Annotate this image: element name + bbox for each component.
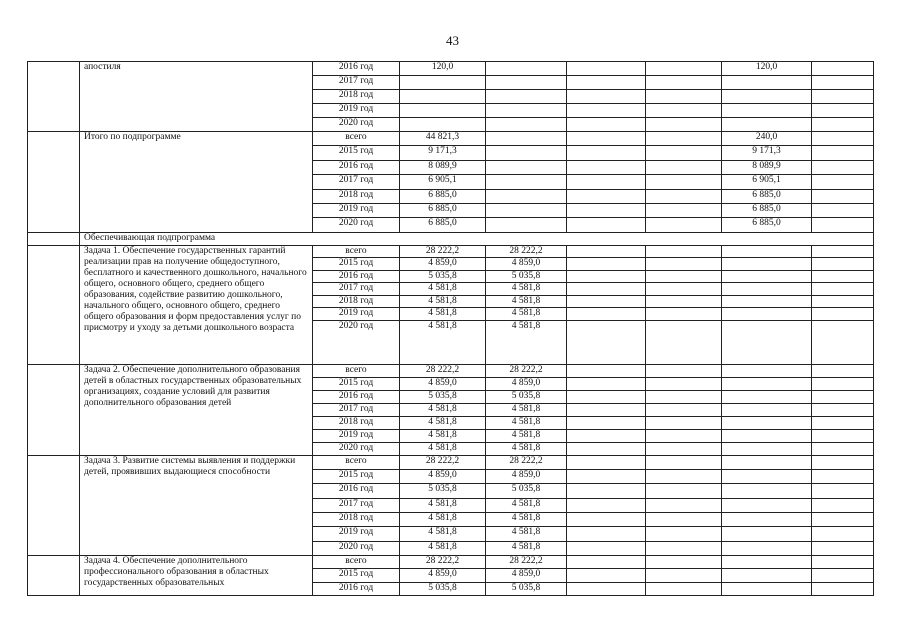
amount-cell-c1: 4 859,0 bbox=[400, 470, 486, 484]
period-cell: 2016 год bbox=[313, 390, 400, 403]
amount-cell-c1: 28 222,2 bbox=[400, 364, 486, 377]
amount-cell-c4 bbox=[646, 160, 722, 174]
row-number-cell bbox=[28, 555, 80, 596]
amount-cell-c5: 120,0 bbox=[722, 62, 812, 76]
amount-cell-c4 bbox=[646, 416, 722, 429]
amount-cell-c3 bbox=[567, 498, 646, 512]
amount-cell-c1: 44 821,3 bbox=[400, 132, 486, 146]
period-cell: 2015 год bbox=[313, 569, 400, 583]
section-title: Обеспечивающая подпрограмма bbox=[80, 232, 874, 245]
amount-cell-c1: 4 859,0 bbox=[400, 569, 486, 583]
amount-cell-c1: 6 885,0 bbox=[400, 218, 486, 232]
amount-cell-c3 bbox=[567, 132, 646, 146]
amount-cell-c6 bbox=[812, 377, 874, 390]
amount-cell-c1: 4 581,8 bbox=[400, 416, 486, 429]
amount-cell-c4 bbox=[646, 442, 722, 455]
amount-cell-c5 bbox=[722, 295, 812, 308]
amount-cell-c5 bbox=[722, 308, 812, 321]
measure-description: Задача 4. Обеспечение дополнительного профессионального образования в областных государственных образовательных bbox=[80, 555, 313, 596]
amount-cell-c6 bbox=[812, 160, 874, 174]
amount-cell-c5 bbox=[722, 527, 812, 541]
amount-cell-c6 bbox=[812, 429, 874, 442]
amount-cell-c2 bbox=[486, 62, 567, 76]
amount-cell-c1: 5 035,8 bbox=[400, 270, 486, 283]
amount-cell-c3 bbox=[567, 295, 646, 308]
amount-cell-c2: 28 222,2 bbox=[486, 245, 567, 258]
amount-cell-c4 bbox=[646, 364, 722, 377]
amount-cell-c2: 4 859,0 bbox=[486, 377, 567, 390]
amount-cell-c1: 4 581,8 bbox=[400, 498, 486, 512]
amount-cell-c1 bbox=[400, 76, 486, 90]
amount-cell-c3 bbox=[567, 582, 646, 596]
amount-cell-c2: 4 581,8 bbox=[486, 283, 567, 296]
section-row bbox=[28, 232, 874, 245]
amount-cell-c5 bbox=[722, 320, 812, 364]
budget-table bbox=[27, 61, 874, 596]
period-cell: 2018 год bbox=[313, 512, 400, 526]
amount-cell-c1: 120,0 bbox=[400, 62, 486, 76]
amount-cell-c5 bbox=[722, 484, 812, 498]
amount-cell-c1: 5 035,8 bbox=[400, 582, 486, 596]
amount-cell-c2: 28 222,2 bbox=[486, 555, 567, 569]
amount-cell-c2: 4 581,8 bbox=[486, 403, 567, 416]
amount-cell-c2: 4 859,0 bbox=[486, 258, 567, 271]
amount-cell-c5 bbox=[722, 498, 812, 512]
amount-cell-c3 bbox=[567, 270, 646, 283]
amount-cell-c2 bbox=[486, 189, 567, 203]
amount-cell-c2: 4 581,8 bbox=[486, 498, 567, 512]
amount-cell-c4 bbox=[646, 512, 722, 526]
amount-cell-c6 bbox=[812, 90, 874, 104]
period-cell: 2016 год bbox=[313, 270, 400, 283]
amount-cell-c1: 4 581,8 bbox=[400, 283, 486, 296]
amount-cell-c1: 4 581,8 bbox=[400, 541, 486, 555]
amount-cell-c2: 28 222,2 bbox=[486, 455, 567, 469]
period-cell: 2019 год bbox=[313, 527, 400, 541]
amount-cell-c3 bbox=[567, 146, 646, 160]
amount-cell-c6 bbox=[812, 541, 874, 555]
amount-cell-c3 bbox=[567, 90, 646, 104]
amount-cell-c3 bbox=[567, 118, 646, 132]
measure-description: Задача 3. Развитие системы выявления и поддержки детей, проявивших выдающиеся способности bbox=[80, 455, 313, 555]
amount-cell-c3 bbox=[567, 455, 646, 469]
period-cell: 2015 год bbox=[313, 146, 400, 160]
amount-cell-c6 bbox=[812, 118, 874, 132]
amount-cell-c5 bbox=[722, 245, 812, 258]
amount-cell-c5 bbox=[722, 455, 812, 469]
amount-cell-c6 bbox=[812, 132, 874, 146]
amount-cell-c4 bbox=[646, 582, 722, 596]
amount-cell-c3 bbox=[567, 364, 646, 377]
amount-cell-c2: 4 859,0 bbox=[486, 569, 567, 583]
amount-cell-c6 bbox=[812, 470, 874, 484]
period-cell: 2016 год bbox=[313, 582, 400, 596]
amount-cell-c1: 28 222,2 bbox=[400, 245, 486, 258]
table-row bbox=[28, 364, 874, 377]
amount-cell-c5: 6 885,0 bbox=[722, 203, 812, 217]
period-cell: 2018 год bbox=[313, 90, 400, 104]
period-cell: 2016 год bbox=[313, 62, 400, 76]
row-number-cell bbox=[28, 62, 80, 132]
amount-cell-c5 bbox=[722, 76, 812, 90]
amount-cell-c3 bbox=[567, 76, 646, 90]
row-number-cell bbox=[28, 455, 80, 555]
amount-cell-c4 bbox=[646, 541, 722, 555]
amount-cell-c1: 6 885,0 bbox=[400, 203, 486, 217]
amount-cell-c3 bbox=[567, 527, 646, 541]
amount-cell-c5: 240,0 bbox=[722, 132, 812, 146]
amount-cell-c4 bbox=[646, 527, 722, 541]
amount-cell-c3 bbox=[567, 175, 646, 189]
amount-cell-c5 bbox=[722, 118, 812, 132]
amount-cell-c2: 4 581,8 bbox=[486, 416, 567, 429]
amount-cell-c6 bbox=[812, 218, 874, 232]
amount-cell-c5: 6 905,1 bbox=[722, 175, 812, 189]
period-cell: 2019 год bbox=[313, 203, 400, 217]
amount-cell-c6 bbox=[812, 555, 874, 569]
measure-description: апостиля bbox=[80, 62, 313, 132]
amount-cell-c3 bbox=[567, 308, 646, 321]
period-cell: 2020 год bbox=[313, 541, 400, 555]
amount-cell-c2: 5 035,8 bbox=[486, 390, 567, 403]
amount-cell-c5 bbox=[722, 470, 812, 484]
amount-cell-c5 bbox=[722, 283, 812, 296]
amount-cell-c6 bbox=[812, 455, 874, 469]
amount-cell-c3 bbox=[567, 403, 646, 416]
period-cell: 2018 год bbox=[313, 416, 400, 429]
amount-cell-c4 bbox=[646, 455, 722, 469]
amount-cell-c2 bbox=[486, 146, 567, 160]
amount-cell-c1: 4 581,8 bbox=[400, 320, 486, 364]
amount-cell-c1: 6 905,1 bbox=[400, 175, 486, 189]
amount-cell-c2: 4 581,8 bbox=[486, 541, 567, 555]
amount-cell-c2: 5 035,8 bbox=[486, 484, 567, 498]
amount-cell-c3 bbox=[567, 203, 646, 217]
amount-cell-c4 bbox=[646, 132, 722, 146]
amount-cell-c3 bbox=[567, 470, 646, 484]
amount-cell-c3 bbox=[567, 160, 646, 174]
amount-cell-c2 bbox=[486, 118, 567, 132]
amount-cell-c3 bbox=[567, 218, 646, 232]
amount-cell-c4 bbox=[646, 203, 722, 217]
period-cell: 2015 год bbox=[313, 470, 400, 484]
amount-cell-c4 bbox=[646, 118, 722, 132]
amount-cell-c4 bbox=[646, 218, 722, 232]
amount-cell-c2: 4 581,8 bbox=[486, 512, 567, 526]
period-cell: всего bbox=[313, 555, 400, 569]
amount-cell-c5 bbox=[722, 541, 812, 555]
amount-cell-c4 bbox=[646, 270, 722, 283]
amount-cell-c6 bbox=[812, 283, 874, 296]
amount-cell-c5: 9 171,3 bbox=[722, 146, 812, 160]
amount-cell-c1 bbox=[400, 90, 486, 104]
amount-cell-c3 bbox=[567, 62, 646, 76]
amount-cell-c1: 4 581,8 bbox=[400, 403, 486, 416]
amount-cell-c5 bbox=[722, 364, 812, 377]
table-row bbox=[28, 245, 874, 258]
amount-cell-c2: 5 035,8 bbox=[486, 270, 567, 283]
amount-cell-c3 bbox=[567, 569, 646, 583]
amount-cell-c3 bbox=[567, 320, 646, 364]
amount-cell-c1: 5 035,8 bbox=[400, 484, 486, 498]
period-cell: 2018 год bbox=[313, 295, 400, 308]
period-cell: 2017 год bbox=[313, 76, 400, 90]
amount-cell-c6 bbox=[812, 364, 874, 377]
amount-cell-c5 bbox=[722, 258, 812, 271]
amount-cell-c4 bbox=[646, 104, 722, 118]
amount-cell-c1: 4 581,8 bbox=[400, 295, 486, 308]
period-cell: всего bbox=[313, 455, 400, 469]
amount-cell-c6 bbox=[812, 403, 874, 416]
amount-cell-c1: 8 089,9 bbox=[400, 160, 486, 174]
amount-cell-c5 bbox=[722, 512, 812, 526]
period-cell: 2020 год bbox=[313, 118, 400, 132]
amount-cell-c4 bbox=[646, 470, 722, 484]
amount-cell-c2: 4 581,8 bbox=[486, 429, 567, 442]
amount-cell-c4 bbox=[646, 498, 722, 512]
period-cell: 2020 год bbox=[313, 218, 400, 232]
period-cell: всего bbox=[313, 245, 400, 258]
row-number-cell bbox=[28, 245, 80, 364]
period-cell: 2017 год bbox=[313, 175, 400, 189]
amount-cell-c4 bbox=[646, 283, 722, 296]
amount-cell-c5 bbox=[722, 270, 812, 283]
amount-cell-c4 bbox=[646, 295, 722, 308]
amount-cell-c1: 4 859,0 bbox=[400, 377, 486, 390]
amount-cell-c6 bbox=[812, 245, 874, 258]
period-cell: 2015 год bbox=[313, 377, 400, 390]
amount-cell-c6 bbox=[812, 442, 874, 455]
amount-cell-c3 bbox=[567, 555, 646, 569]
amount-cell-c3 bbox=[567, 442, 646, 455]
row-number-cell bbox=[28, 232, 80, 245]
amount-cell-c6 bbox=[812, 527, 874, 541]
amount-cell-c4 bbox=[646, 429, 722, 442]
measure-description: Итого по подпрограмме bbox=[80, 132, 313, 233]
amount-cell-c5 bbox=[722, 377, 812, 390]
period-cell: 2015 год bbox=[313, 258, 400, 271]
amount-cell-c6 bbox=[812, 189, 874, 203]
amount-cell-c3 bbox=[567, 245, 646, 258]
amount-cell-c6 bbox=[812, 62, 874, 76]
amount-cell-c4 bbox=[646, 90, 722, 104]
amount-cell-c4 bbox=[646, 377, 722, 390]
amount-cell-c3 bbox=[567, 189, 646, 203]
amount-cell-c6 bbox=[812, 270, 874, 283]
period-cell: 2017 год bbox=[313, 283, 400, 296]
amount-cell-c6 bbox=[812, 390, 874, 403]
amount-cell-c3 bbox=[567, 283, 646, 296]
amount-cell-c2 bbox=[486, 160, 567, 174]
amount-cell-c4 bbox=[646, 189, 722, 203]
period-cell: 2017 год bbox=[313, 403, 400, 416]
period-cell: всего bbox=[313, 364, 400, 377]
amount-cell-c2: 4 581,8 bbox=[486, 308, 567, 321]
amount-cell-c5 bbox=[722, 555, 812, 569]
amount-cell-c1: 4 581,8 bbox=[400, 527, 486, 541]
measure-description: Задача 1. Обеспечение государственных гарантий реализации прав на получение общедоступного, бесплатного и качественного дошкольного, начального общего, основного общего, среднего общего образования, содействие развитию дошкольного, начального общего, основного общего, среднего общего образования и форм предоставления услуг по присмотру и уходу за детьми дошкольного возраста bbox=[80, 245, 313, 364]
amount-cell-c6 bbox=[812, 175, 874, 189]
amount-cell-c4 bbox=[646, 403, 722, 416]
amount-cell-c1: 4 581,8 bbox=[400, 429, 486, 442]
period-cell: 2019 год bbox=[313, 429, 400, 442]
amount-cell-c6 bbox=[812, 76, 874, 90]
amount-cell-c2 bbox=[486, 76, 567, 90]
amount-cell-c5 bbox=[722, 582, 812, 596]
amount-cell-c3 bbox=[567, 484, 646, 498]
page-number: 43 bbox=[446, 33, 459, 48]
table-row bbox=[28, 555, 874, 569]
amount-cell-c3 bbox=[567, 541, 646, 555]
amount-cell-c5: 6 885,0 bbox=[722, 189, 812, 203]
amount-cell-c2 bbox=[486, 90, 567, 104]
table-row bbox=[28, 62, 874, 76]
amount-cell-c2 bbox=[486, 104, 567, 118]
measure-description: Задача 2. Обеспечение дополнительного образования детей в областных государственных образовательных организациях, создание условий для развития дополнительного образования детей bbox=[80, 364, 313, 455]
amount-cell-c1: 9 171,3 bbox=[400, 146, 486, 160]
amount-cell-c2 bbox=[486, 218, 567, 232]
amount-cell-c1: 4 859,0 bbox=[400, 258, 486, 271]
amount-cell-c6 bbox=[812, 320, 874, 364]
amount-cell-c4 bbox=[646, 484, 722, 498]
period-cell: 2019 год bbox=[313, 308, 400, 321]
amount-cell-c5 bbox=[722, 429, 812, 442]
amount-cell-c1: 4 581,8 bbox=[400, 512, 486, 526]
period-cell: 2016 год bbox=[313, 484, 400, 498]
amount-cell-c6 bbox=[812, 484, 874, 498]
amount-cell-c4 bbox=[646, 245, 722, 258]
amount-cell-c6 bbox=[812, 146, 874, 160]
amount-cell-c2 bbox=[486, 175, 567, 189]
period-cell: всего bbox=[313, 132, 400, 146]
amount-cell-c4 bbox=[646, 146, 722, 160]
amount-cell-c4 bbox=[646, 320, 722, 364]
amount-cell-c2: 4 581,8 bbox=[486, 442, 567, 455]
row-number-cell bbox=[28, 132, 80, 233]
amount-cell-c3 bbox=[567, 429, 646, 442]
amount-cell-c5 bbox=[722, 390, 812, 403]
amount-cell-c2: 4 581,8 bbox=[486, 320, 567, 364]
amount-cell-c3 bbox=[567, 104, 646, 118]
period-cell: 2019 год bbox=[313, 104, 400, 118]
amount-cell-c2: 4 581,8 bbox=[486, 527, 567, 541]
period-cell: 2020 год bbox=[313, 442, 400, 455]
period-cell: 2017 год bbox=[313, 498, 400, 512]
amount-cell-c4 bbox=[646, 76, 722, 90]
amount-cell-c1 bbox=[400, 104, 486, 118]
amount-cell-c4 bbox=[646, 555, 722, 569]
amount-cell-c3 bbox=[567, 258, 646, 271]
amount-cell-c2: 5 035,8 bbox=[486, 582, 567, 596]
table-row bbox=[28, 132, 874, 146]
amount-cell-c2: 4 581,8 bbox=[486, 295, 567, 308]
amount-cell-c6 bbox=[812, 295, 874, 308]
amount-cell-c5 bbox=[722, 90, 812, 104]
amount-cell-c6 bbox=[812, 569, 874, 583]
amount-cell-c4 bbox=[646, 308, 722, 321]
amount-cell-c2 bbox=[486, 132, 567, 146]
amount-cell-c3 bbox=[567, 377, 646, 390]
amount-cell-c4 bbox=[646, 390, 722, 403]
amount-cell-c6 bbox=[812, 512, 874, 526]
amount-cell-c5: 6 885,0 bbox=[722, 218, 812, 232]
amount-cell-c6 bbox=[812, 582, 874, 596]
amount-cell-c5: 8 089,9 bbox=[722, 160, 812, 174]
table-row bbox=[28, 455, 874, 469]
amount-cell-c5 bbox=[722, 104, 812, 118]
amount-cell-c1: 28 222,2 bbox=[400, 555, 486, 569]
amount-cell-c1: 6 885,0 bbox=[400, 189, 486, 203]
amount-cell-c6 bbox=[812, 203, 874, 217]
amount-cell-c3 bbox=[567, 416, 646, 429]
amount-cell-c5 bbox=[722, 569, 812, 583]
amount-cell-c2: 28 222,2 bbox=[486, 364, 567, 377]
amount-cell-c1: 4 581,8 bbox=[400, 308, 486, 321]
amount-cell-c4 bbox=[646, 62, 722, 76]
amount-cell-c4 bbox=[646, 569, 722, 583]
amount-cell-c5 bbox=[722, 442, 812, 455]
amount-cell-c1: 5 035,8 bbox=[400, 390, 486, 403]
period-cell: 2018 год bbox=[313, 189, 400, 203]
amount-cell-c3 bbox=[567, 390, 646, 403]
amount-cell-c1: 28 222,2 bbox=[400, 455, 486, 469]
amount-cell-c5 bbox=[722, 416, 812, 429]
amount-cell-c6 bbox=[812, 258, 874, 271]
amount-cell-c6 bbox=[812, 498, 874, 512]
amount-cell-c6 bbox=[812, 416, 874, 429]
amount-cell-c2: 4 859,0 bbox=[486, 470, 567, 484]
period-cell: 2020 год bbox=[313, 320, 400, 364]
amount-cell-c1 bbox=[400, 118, 486, 132]
amount-cell-c4 bbox=[646, 258, 722, 271]
amount-cell-c5 bbox=[722, 403, 812, 416]
amount-cell-c1: 4 581,8 bbox=[400, 442, 486, 455]
amount-cell-c6 bbox=[812, 308, 874, 321]
amount-cell-c6 bbox=[812, 104, 874, 118]
amount-cell-c4 bbox=[646, 175, 722, 189]
amount-cell-c3 bbox=[567, 512, 646, 526]
period-cell: 2016 год bbox=[313, 160, 400, 174]
amount-cell-c2 bbox=[486, 203, 567, 217]
row-number-cell bbox=[28, 364, 80, 455]
